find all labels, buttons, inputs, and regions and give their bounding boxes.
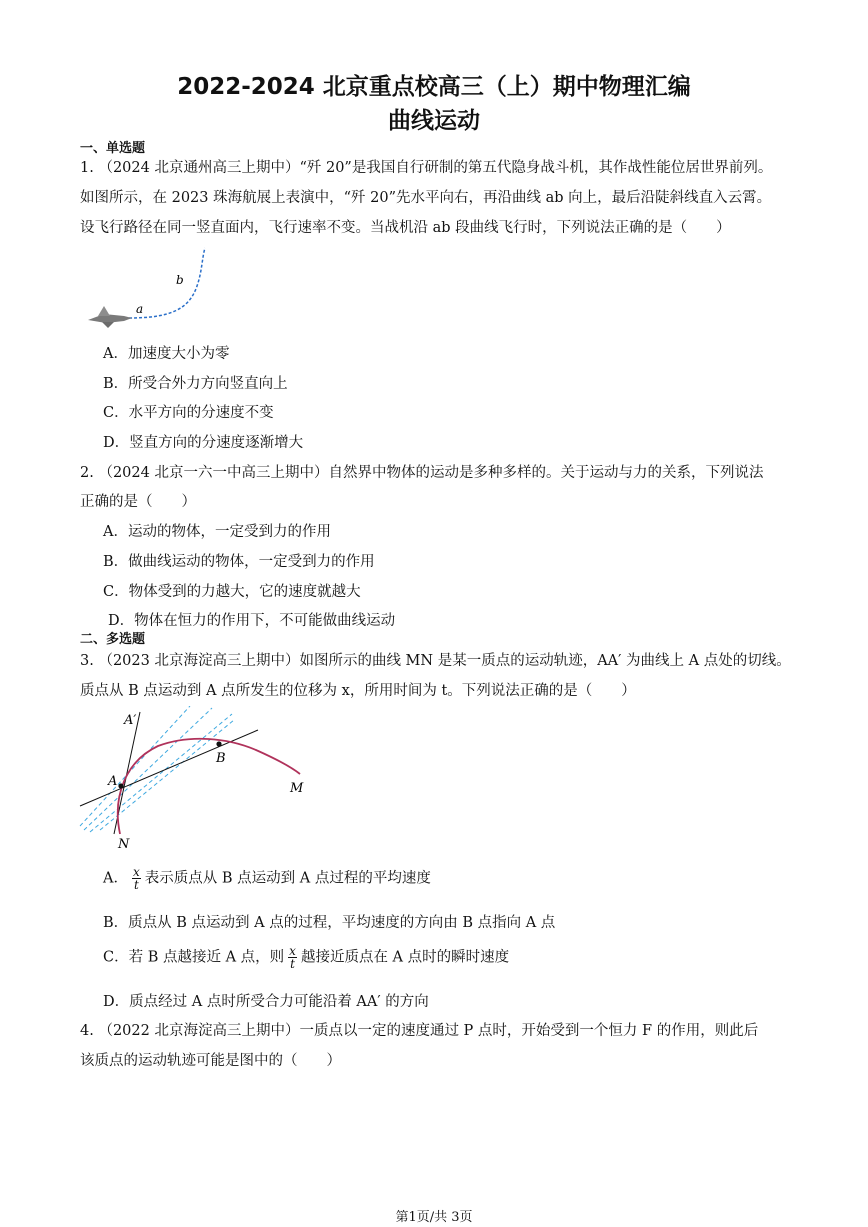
q1-option-c[interactable]: C．水平方向的分速度不变 — [103, 405, 274, 421]
fig-label-m: M — [290, 781, 304, 796]
fig-label-a: a — [136, 302, 144, 316]
q2-stem-line1: 2. （2024 北京一六一中高三上期中）自然界中物体的运动是多种多样的。关于运动与力的关系，下列说法 — [80, 465, 764, 481]
q4-stem-line1: 4. （2022 北京海淀高三上期中）一质点以一定的速度通过 P 点时，开始受到一个恒力 F 的作用，则此后 — [80, 1023, 759, 1039]
fig-label-a: A — [108, 774, 118, 789]
q2-option-b[interactable]: B．做曲线运动的物体，一定受到力的作用 — [103, 554, 375, 570]
q4-stem-line2: 该质点的运动轨迹可能是图中的（ ） — [80, 1053, 341, 1069]
q3-option-a-prefix: A． — [103, 870, 128, 887]
jet-icon — [88, 306, 132, 328]
q1-option-b[interactable]: B．所受合外力方向竖直向上 — [103, 376, 288, 392]
fig-label-b: B — [216, 751, 226, 766]
q3-option-d[interactable]: D．质点经过 A 点时所受合力可能沿着 AA′ 的方向 — [103, 994, 429, 1010]
q3-stem-line2: 质点从 B 点运动到 A 点所发生的位移为 x，所用时间为 t。下列说法正确的是（ ） — [80, 683, 636, 699]
q3-option-a-text: 表示质点从 B 点运动到 A 点过程的平均速度 — [144, 870, 431, 887]
q3-option-c-prefix: C．若 B 点越接近 A 点，则 — [103, 949, 285, 966]
q2-option-a[interactable]: A．运动的物体，一定受到力的作用 — [103, 524, 331, 540]
page-title: 2022-2024 北京重点校高三（上）期中物理汇编 — [177, 74, 691, 100]
section-heading-single-choice: 一、单选题 — [80, 141, 146, 156]
page-subtitle: 曲线运动 — [388, 108, 480, 134]
q1-option-d[interactable]: D．竖直方向的分速度逐渐增大 — [103, 435, 304, 451]
q1-stem-line2: 如图所示，在 2023 珠海航展上表演中，“歼 20”先水平向右，再沿曲线 ab 向上，最后沿陡斜线直入云霄。 — [80, 190, 772, 206]
fraction-x-over-t: $\frac{x}{t}$ — [132, 865, 140, 892]
fraction-x-over-t: $\frac{x}{t}$ — [289, 944, 296, 971]
q3-stem-line1: 3. （2023 北京海淀高三上期中）如图所示的曲线 MN 是某一质点的运动轨迹，AA′ 为曲线上 A 点处的切线。 — [80, 653, 791, 669]
section-heading-multi-choice: 二、多选题 — [80, 632, 146, 647]
q3-option-c-text: 越接近质点在 A 点时的瞬时速度 — [300, 949, 510, 966]
q1-figure-jet-trajectory — [84, 244, 224, 334]
q2-stem-line2: 正确的是（ ） — [80, 494, 196, 510]
q3-figure-curve-tangent — [78, 706, 318, 854]
q3-option-a[interactable] — [103, 866, 431, 891]
q3-option-c[interactable] — [103, 945, 509, 970]
fig-label-a-prime: A′ — [124, 713, 137, 728]
q2-option-d[interactable]: D．物体在恒力的作用下，不可能做曲线运动 — [108, 613, 396, 629]
q3-option-b[interactable]: B．质点从 B 点运动到 A 点的过程，平均速度的方向由 B 点指向 A 点 — [103, 915, 556, 931]
q1-stem-line3: 设飞行路径在同一竖直面内，飞行速率不变。当战机沿 ab 段曲线飞行时，下列说法正确的是（ ） — [80, 220, 731, 236]
q1-stem-line1: 1. （2024 北京通州高三上期中）“歼 20”是我国自行研制的第五代隐身战斗机，其作战性能位居世界前列。 — [80, 160, 773, 176]
fig-label-n: N — [118, 837, 130, 852]
q2-option-c[interactable]: C．物体受到的力越大，它的速度就越大 — [103, 584, 361, 600]
page-footer: 第1页/共 3页 — [395, 1210, 473, 1225]
q1-option-a[interactable]: A．加速度大小为零 — [103, 346, 230, 362]
fig-label-b: b — [176, 273, 184, 287]
